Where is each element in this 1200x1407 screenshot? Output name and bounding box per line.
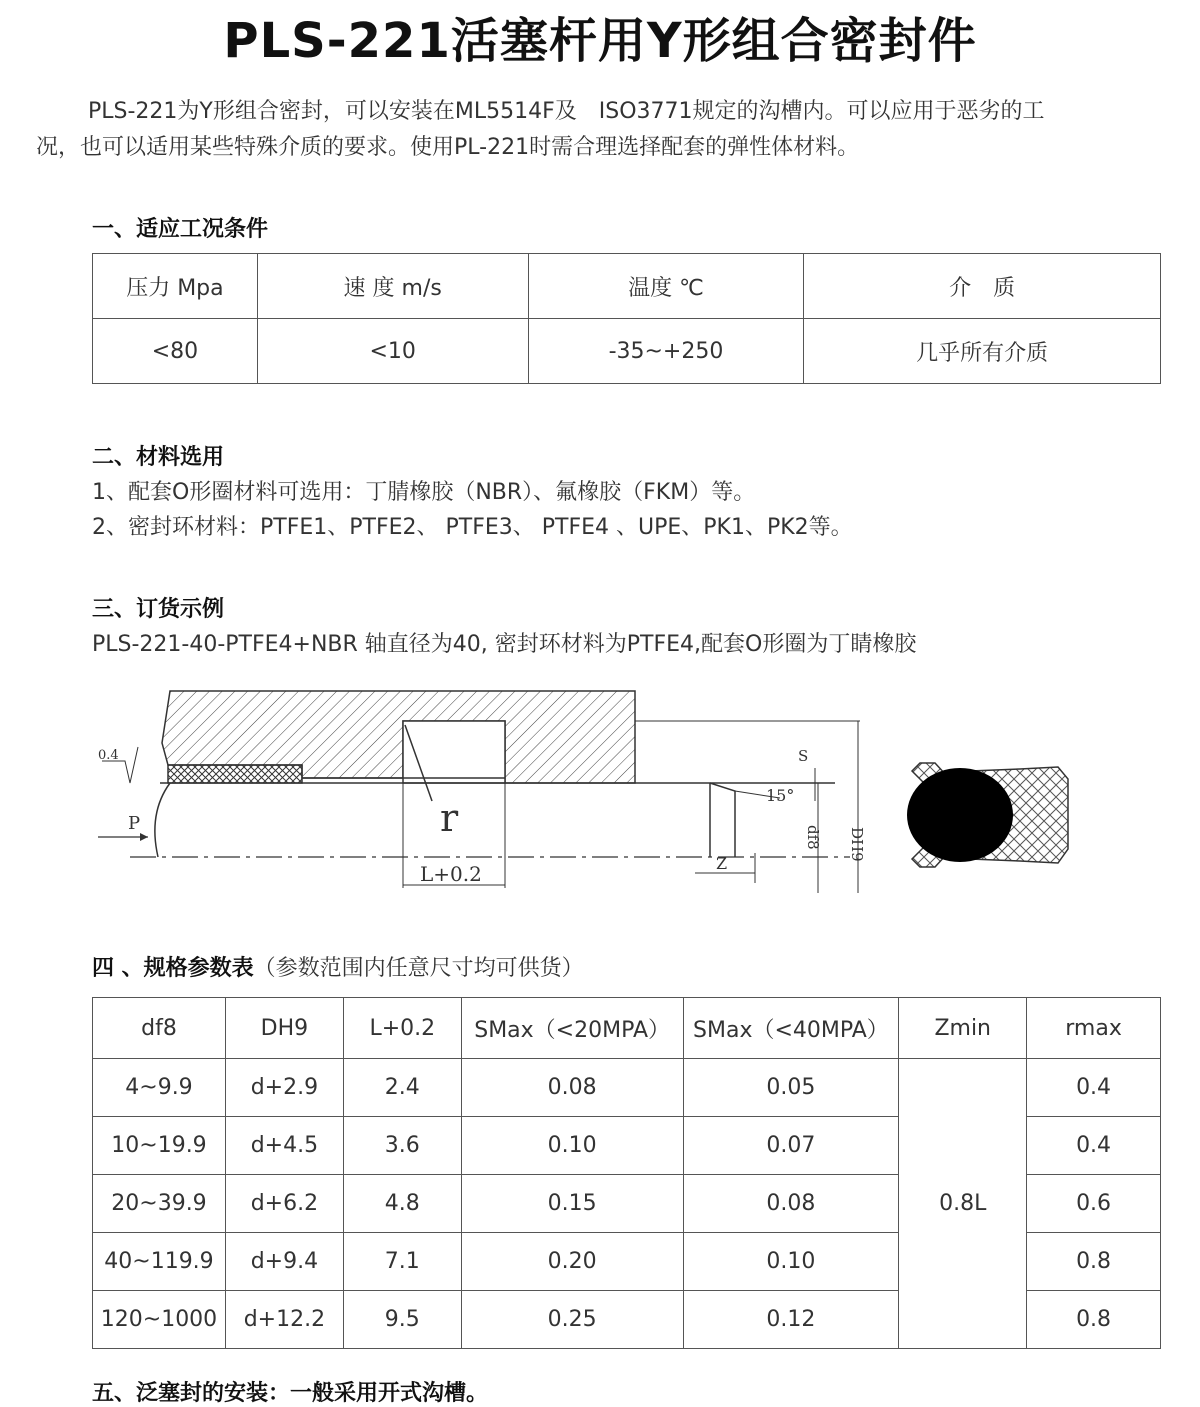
cell-zmin: 0.8L — [899, 1059, 1027, 1349]
cell-df8: 4~9.9 — [93, 1059, 226, 1117]
cell-l: 7.1 — [343, 1233, 461, 1291]
cell-dh9: d+12.2 — [225, 1291, 343, 1349]
value-temperature: -35~+250 — [528, 319, 804, 384]
o-ring — [907, 768, 1013, 862]
label-roughness: 0.4 — [98, 748, 119, 763]
cell-smax-40: 0.10 — [683, 1233, 899, 1291]
section-1-heading: 一、适应工况条件 — [92, 217, 269, 242]
spec-table — [92, 997, 1161, 1349]
cell-smax-20: 0.20 — [461, 1233, 683, 1291]
cell-smax-20: 0.25 — [461, 1291, 683, 1349]
material-line-2: 2、密封环材料：PTFE1、PTFE2、 PTFE3、 PTFE4 、UPE、PK1、PK2等。 — [92, 515, 853, 540]
cell-smax-20: 0.10 — [461, 1117, 683, 1175]
header-temperature: 温度 ℃ — [528, 254, 804, 319]
label-pressure: P — [128, 813, 141, 834]
label-r: r — [440, 796, 459, 840]
header-l: L+0.2 — [343, 998, 461, 1059]
header-speed: 速 度 m/s — [257, 254, 528, 319]
cell-df8: 20~39.9 — [93, 1175, 226, 1233]
header-pressure: 压力 Mpa — [93, 254, 258, 319]
section-5-heading: 五、泛塞封的安装：一般采用开式沟槽。 — [92, 1381, 489, 1406]
cell-dh9: d+9.4 — [225, 1233, 343, 1291]
section-4-heading — [92, 951, 584, 982]
label-l: L+0.2 — [420, 862, 482, 886]
value-speed: <10 — [257, 319, 528, 384]
page-title: PLS-221活塞杆用Y形组合密封件 — [223, 13, 977, 69]
header-df8: df8 — [93, 998, 226, 1059]
section-4-note: （参数范围内任意尺寸均可供货） — [253, 956, 584, 981]
value-pressure: <80 — [93, 319, 258, 384]
seal-groove-diagram — [90, 683, 1090, 898]
cell-dh9: d+4.5 — [225, 1117, 343, 1175]
header-smax-20: SMax（<20MPA） — [461, 998, 683, 1059]
intro-line-1: PLS-221为Y形组合密封，可以安装在ML5514F及 ISO3771规定的沟槽内。可以应用于恶劣的工 — [88, 99, 1045, 124]
label-dh9: DH9 — [848, 827, 866, 862]
conditions-header-row — [93, 254, 1161, 319]
label-s: S — [798, 747, 809, 765]
cell-rmax: 0.6 — [1027, 1175, 1161, 1233]
cell-smax-40: 0.07 — [683, 1117, 899, 1175]
header-rmax: rmax — [1027, 998, 1161, 1059]
cell-smax-20: 0.15 — [461, 1175, 683, 1233]
cell-df8: 40~119.9 — [93, 1233, 226, 1291]
cell-l: 9.5 — [343, 1291, 461, 1349]
seal-cross-section — [907, 763, 1068, 867]
intro-line-2: 况，也可以适用某些特殊介质的要求。使用PL-221时需合理选择配套的弹性体材料。 — [36, 135, 860, 160]
section-3-heading: 三、订货示例 — [92, 597, 225, 622]
spec-header-row — [93, 998, 1161, 1059]
value-medium: 几乎所有介质 — [804, 319, 1161, 384]
cell-dh9: d+2.9 — [225, 1059, 343, 1117]
header-zmin: Zmin — [899, 998, 1027, 1059]
material-line-1: 1、配套O形圈材料可选用：丁腈橡胶（NBR）、氟橡胶（FKM）等。 — [92, 480, 756, 505]
cell-df8: 120~1000 — [93, 1291, 226, 1349]
order-example-line: PLS-221-40-PTFE4+NBR 轴直径为40, 密封环材料为PTFE4,配套O形圈为丁睛橡胶 — [92, 632, 917, 657]
cell-df8: 10~19.9 — [93, 1117, 226, 1175]
cell-smax-40: 0.08 — [683, 1175, 899, 1233]
section-2-heading: 二、材料选用 — [92, 445, 225, 470]
cell-l: 2.4 — [343, 1059, 461, 1117]
cell-smax-20: 0.08 — [461, 1059, 683, 1117]
seal-ring-strip — [168, 765, 302, 783]
label-z: Z — [716, 854, 728, 873]
cell-smax-40: 0.05 — [683, 1059, 899, 1117]
header-dh9: DH9 — [225, 998, 343, 1059]
cell-l: 4.8 — [343, 1175, 461, 1233]
cell-dh9: d+6.2 — [225, 1175, 343, 1233]
header-medium: 介 质 — [804, 254, 1161, 319]
cell-rmax: 0.8 — [1027, 1291, 1161, 1349]
groove — [403, 721, 505, 783]
conditions-value-row — [93, 319, 1161, 384]
section-4-title: 四 、规格参数表 — [92, 956, 254, 981]
header-smax-40: SMax（<40MPA） — [683, 998, 899, 1059]
cell-smax-40: 0.12 — [683, 1291, 899, 1349]
cell-l: 3.6 — [343, 1117, 461, 1175]
conditions-table — [92, 253, 1161, 384]
cell-rmax: 0.8 — [1027, 1233, 1161, 1291]
label-angle: 15° — [766, 786, 795, 805]
intro-paragraph — [36, 94, 1166, 166]
label-df8: df8 — [804, 825, 822, 850]
cell-rmax: 0.4 — [1027, 1117, 1161, 1175]
cell-rmax: 0.4 — [1027, 1059, 1161, 1117]
table-row — [93, 1059, 1161, 1117]
